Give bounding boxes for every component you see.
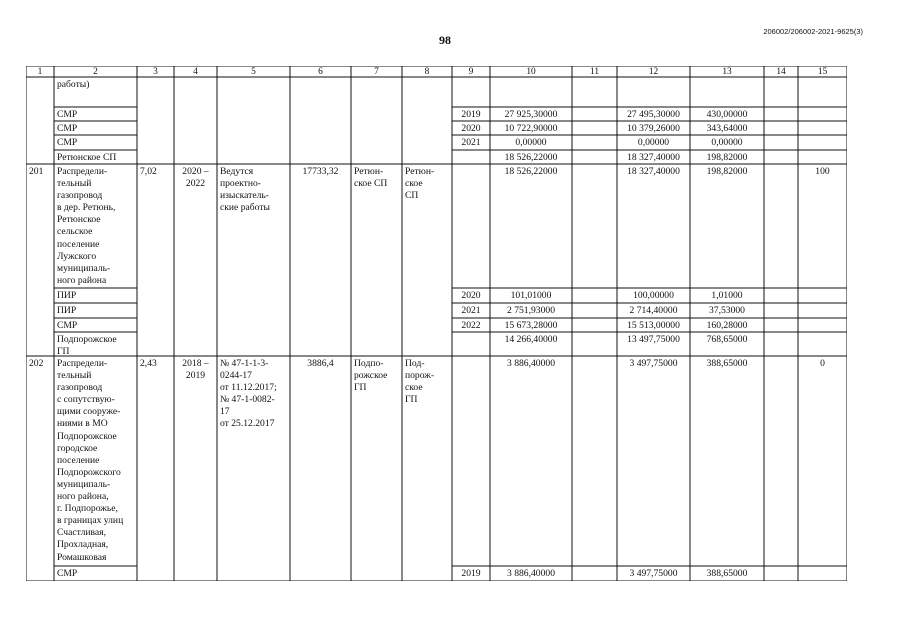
- table-row-year: 2021: [461, 137, 481, 148]
- table-row-label: СМР: [57, 320, 78, 331]
- table-row-col12: 27 495,30000: [627, 109, 680, 120]
- table-row-col13: 343,64000: [706, 123, 748, 134]
- table-row-col12: 2 714,40000: [629, 305, 678, 316]
- subtotal-label: Ретюнское СП: [57, 152, 117, 163]
- object-total: 3 886,40000: [507, 358, 555, 369]
- object-owner: Ретюн- ское СП: [405, 166, 435, 202]
- col-header-3: 3: [153, 67, 158, 77]
- col-header-10: 10: [526, 67, 536, 77]
- page-number: 98: [439, 33, 451, 47]
- col-header-1: 1: [37, 67, 43, 77]
- col-header-12: 12: [648, 67, 659, 77]
- table-row-col13: 160,28000: [706, 320, 748, 331]
- object-period: 2018 – 2019: [182, 358, 209, 382]
- table-row-col12: 10 379,26000: [627, 123, 680, 134]
- table-row-col13: 430,00000: [706, 109, 748, 120]
- subtotal-total: 14 266,40000: [504, 334, 558, 345]
- object-name: Распредели- тельный газопровод в дер. Ретюнь, Ретюнское сельское поселение Лужского муниципаль- ного района: [57, 166, 116, 286]
- object-col12: 3 497,75000: [629, 358, 678, 369]
- subtotal-label: Подпорожское ГП: [57, 334, 117, 358]
- col-header-8: 8: [424, 67, 430, 77]
- object-length: 2,43: [140, 358, 157, 369]
- object-period: 2020 – 2022: [182, 166, 209, 190]
- col-header-15: 15: [817, 67, 828, 77]
- table-row-year: 2019: [461, 109, 481, 120]
- table-row-col12: 0,00000: [637, 137, 670, 148]
- object-customer: Ретюн- ское СП: [354, 166, 388, 190]
- object-col12: 18 327,40000: [627, 166, 680, 177]
- table-row-label: ПИР: [57, 305, 77, 316]
- table-row-total: 15 673,28000: [504, 320, 558, 331]
- object-col13: 198,82000: [706, 166, 748, 177]
- table-row-label: СМР: [57, 137, 78, 148]
- object-customer: Подпо- рожское ГП: [354, 358, 388, 394]
- object-permit: № 47-1-1-3- 0244-17 от 11.12.2017; № 47-1-0082- 17 от 25.12.2017: [220, 358, 277, 430]
- table-row-year: 2020: [461, 290, 481, 301]
- col-header-2: 2: [93, 67, 98, 77]
- object-number: 201: [29, 166, 44, 177]
- table-row-label: СМР: [57, 568, 78, 579]
- table-row-total: 101,01000: [510, 290, 552, 301]
- subtotal-col12: 13 497,75000: [627, 334, 680, 345]
- table-row-col12: 100,00000: [633, 290, 674, 301]
- object-col13: 388,65000: [706, 358, 748, 369]
- col-header-7: 7: [374, 67, 379, 77]
- table-row-year: 2022: [461, 320, 481, 331]
- table-row-total: 0,00000: [515, 137, 547, 148]
- subtotal-col13: 768,65000: [706, 334, 748, 345]
- object-total: 18 526,22000: [504, 166, 558, 177]
- object-cost: 3886,4: [307, 358, 334, 369]
- col-header-5: 5: [251, 67, 256, 77]
- subtotal-col13: 198,82000: [706, 152, 748, 163]
- table-row-col13: 37,53000: [709, 305, 745, 316]
- object-owner: Под- порож- ское ГП: [405, 358, 435, 406]
- table-row-total: 27 925,30000: [504, 109, 558, 120]
- table-row-col13: 388,65000: [706, 568, 748, 579]
- table-row-total: 2 751,93000: [507, 305, 555, 316]
- col-header-6: 6: [318, 67, 323, 77]
- col-header-14: 14: [776, 67, 786, 77]
- table-row-total: 3 886,40000: [507, 568, 555, 579]
- object-name: Распредели- тельный газопровод с сопутствую- щими сооруже- ниями в МО Подпорожское городское поселение Подпорожского муниципаль- ного района, г. Подпорожье, в границах улиц Счастливая, Прохладная, Ромашковая: [57, 358, 124, 563]
- table-row-label: СМР: [57, 109, 78, 120]
- table-row-col12: 15 513,00000: [627, 320, 680, 331]
- table-row-col13: 0,00000: [711, 137, 743, 148]
- subtotal-col12: 18 327,40000: [627, 152, 680, 163]
- object-length: 7,02: [140, 166, 157, 177]
- document-id: 206002/206002-2021-9625(3): [763, 27, 863, 36]
- table-row-col12: 3 497,75000: [629, 568, 678, 579]
- col-header-13: 13: [722, 67, 732, 77]
- col-header-4: 4: [193, 67, 198, 77]
- table-row-year: 2019: [461, 568, 481, 579]
- table-row-total: 10 722,90000: [504, 123, 558, 134]
- object-readiness: 100: [815, 166, 830, 177]
- object-readiness: 0: [820, 358, 825, 369]
- table-row-label: ПИР: [57, 290, 77, 301]
- col-header-11: 11: [589, 67, 600, 77]
- table-row-col13: 1,01000: [711, 290, 743, 301]
- table-row-year: 2020: [461, 123, 481, 134]
- continued-name: работы): [57, 79, 90, 90]
- table-row-year: 2021: [461, 305, 481, 316]
- col-header-9: 9: [468, 67, 474, 77]
- object-number: 202: [29, 358, 44, 369]
- table-row-label: СМР: [57, 123, 78, 134]
- subtotal-total: 18 526,22000: [504, 152, 558, 163]
- object-cost: 17733,32: [302, 166, 339, 177]
- object-status: Ведутся проектно- изыскатель- ские работы: [220, 166, 270, 214]
